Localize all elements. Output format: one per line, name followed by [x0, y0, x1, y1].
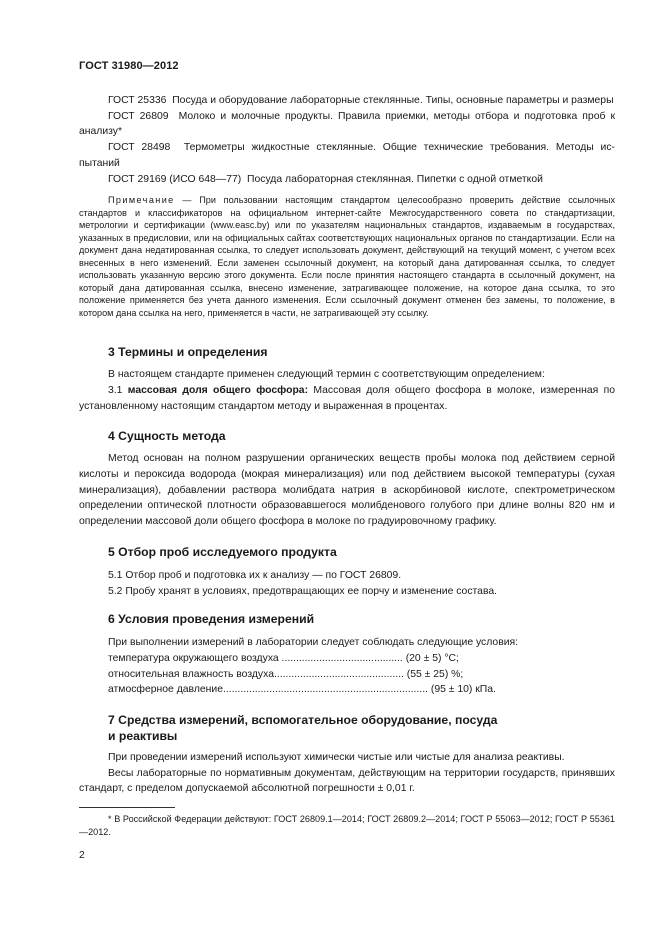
note-text: — При пользовании настоящим стандартом целесообразно проверить действие ссылочных стандартов и классификаторов на официальном интернет-сайте Межгосударственного совета по стандартизации, метрологии и сертификации (www.easc.by) или по указателям национальных стандартов, издаваемым в государствах, указанных в предисловии, или на официальных сайтах соответствующих национальных органов по стандартизации. Если на документ дана недатированная ссылка, то следует использовать документ, действующий на текущий момент, с учетом всех внесенных в него изменений. Если заменен ссылочный документ, на который дана датированная ссылка, то следует использовать указанную версию этого документа. Если после принятия настоящего стандарта в ссылочный документ, на который дана датированная ссылка, внесено изменение, затрагивающее положение, на которое дана ссылка, то это положение применяется без учета данного изменения. Если ссылочный документ отменен без замены, то положение, в котором дана ссылка на него, применяется в части, не затрагивающей эту ссылку. [79, 195, 615, 318]
footnote-divider [79, 807, 175, 808]
note-label: Примечание [108, 195, 175, 206]
reference-code: ГОСТ 25336 [108, 95, 167, 106]
reference-item [79, 109, 615, 140]
condition-humidity: относительная влажность воздуха............................................. (55 ± 25) %; [108, 668, 464, 680]
page-number: 2 [79, 850, 85, 861]
section-7-paragraph: Весы лабораторные по нормативным документам, действующим на территории государств, принявших стандарт, с пределом допускаемой абсолютной погрешности ± 0,01 г. [79, 767, 615, 795]
reference-title: Термометры жидкостные стеклянные. Общие технические требования. Методы ис-пытаний [79, 142, 615, 169]
section-7-heading [79, 712, 615, 744]
section-7-paragraph: При проведении измерений используют химически чистые или чистые для анализа реактивы. [108, 752, 565, 764]
reference-item [79, 93, 615, 109]
section-7-heading-line2: и реактивы [108, 729, 178, 744]
section-6-intro: При выполнении измерений в лаборатории следует соблюдать следующие условия: [108, 637, 519, 649]
section-4-text: Метод основан на полном разрушении органических веществ пробы молока под действием серной кислоты и пероксида водорода (мокрая минерализация) или под действием высокой температуры (сухая минерализация), добавлении раствора молибдата натрия в аскорбиновой кислоте, спектрометрическом определении оптической плотности образовавшегося молибденового голубого при длине волны 820 нм и определении массовой доли общего фосфора в молоке по градуировочному графику. [79, 453, 615, 528]
reference-item [79, 140, 615, 171]
condition-pressure: атмосферное давление....................................................................... (95 ± 10) кПа. [108, 684, 496, 696]
condition-temperature: температура окружающего воздуха .......................................... (20 ± 5) °С; [108, 652, 459, 664]
section-6-heading: 6 Условия проведения измерений [108, 612, 315, 627]
reference-item [79, 172, 615, 188]
section-5-item: 5.1 Отбор проб и подготовка их к анализу — по ГОСТ 26809. [108, 569, 402, 581]
section-3-heading: 3 Термины и определения [108, 345, 268, 360]
reference-title: Молоко и молочные продукты. Правила приемки, методы отбора и подготовка проб к анализу* [79, 110, 615, 138]
page-header: ГОСТ 31980—2012 [79, 60, 179, 72]
section-7-heading-line1: 7 Средства измерений, вспомогательное оборудование, посуда [108, 713, 498, 728]
reference-note [79, 194, 615, 319]
reference-code: ГОСТ 28498 [108, 142, 171, 154]
term-name: массовая доля общего фосфора: [127, 384, 309, 396]
footnote: * В Российской Федерации действуют: ГОСТ 26809.1—2014; ГОСТ 26809.2—2014; ГОСТ Р 55063—2012; ГОСТ Р 55361—2012. [79, 814, 615, 837]
reference-code: ГОСТ 29169 (ИСО 648—77) [108, 173, 242, 185]
reference-title: Посуда лабораторная стеклянная. Пипетки с одной отметкой [247, 173, 543, 185]
section-4-heading: 4 Сущность метода [108, 429, 226, 444]
term-number: 3.1 [108, 384, 128, 396]
section-5-item: 5.2 Пробу хранят в условиях, предотвращающих ее порчу и изменение состава. [108, 585, 498, 597]
section-3-intro: В настоящем стандарте применен следующий термин с соответствующим определением: [108, 369, 545, 381]
section-5-heading: 5 Отбор проб исследуемого продукта [108, 544, 337, 559]
term-definition [79, 383, 615, 414]
term-text: Массовая доля общего фосфора в молоке, измеренная по установленному настоящим стандартом методу и выраженная в процентах. [79, 384, 615, 412]
page-content [79, 93, 615, 838]
reference-title: Посуда и оборудование лабораторные стеклянные. Типы, основные параметры и размеры [172, 95, 614, 106]
reference-code: ГОСТ 26809 [108, 110, 169, 122]
